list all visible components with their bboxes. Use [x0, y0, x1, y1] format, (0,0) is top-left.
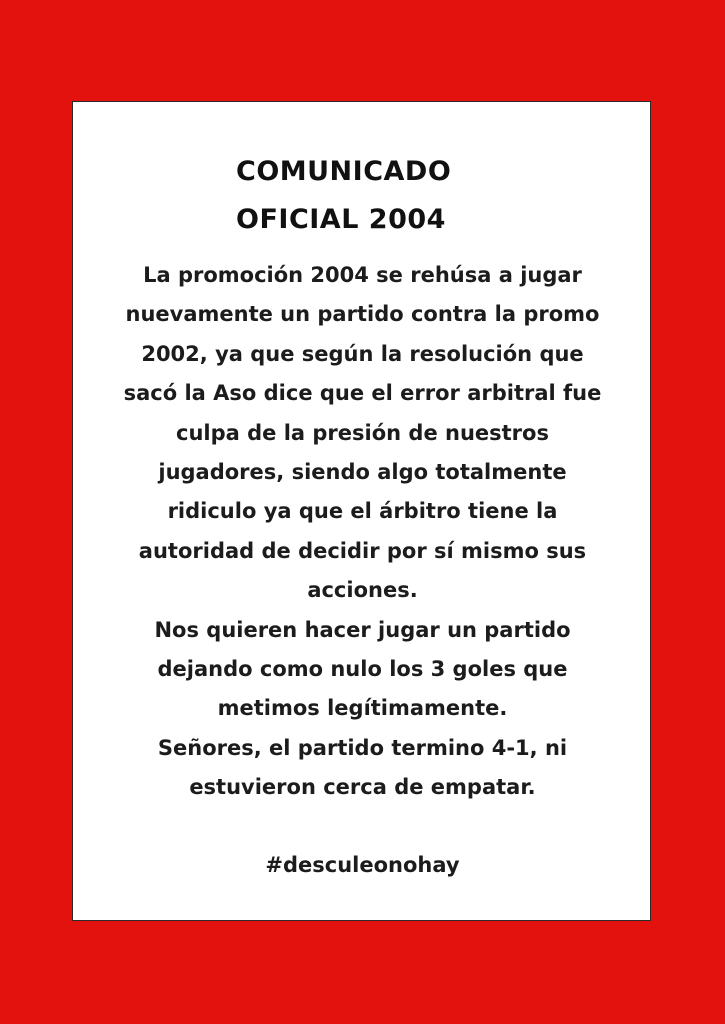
title-line-2: OFICIAL 2004	[236, 204, 446, 235]
body-line: Señores, el partido termino 4-1, ni	[157, 735, 568, 760]
body-line: nuevamente un partido contra la promo	[125, 302, 600, 327]
statement-card	[72, 101, 651, 921]
body-line: dejando como nulo los 3 goles que	[157, 657, 568, 682]
body-line: sacó la Aso dice que el error arbitral fue	[123, 381, 602, 406]
statement-body	[73, 256, 652, 808]
body-line: jugadores, siendo algo totalmente	[158, 460, 567, 485]
body-line: acciones.	[307, 578, 418, 603]
body-line: estuvieron cerca de empatar.	[189, 775, 536, 800]
title-line-1: COMUNICADO	[236, 156, 452, 187]
body-line: 2002, ya que según la resolución que	[141, 341, 584, 366]
body-line: autoridad de decidir por sí mismo sus	[138, 538, 587, 563]
body-line: Nos quieren hacer jugar un partido	[154, 617, 571, 642]
body-line: ridiculo ya que el árbitro tiene la	[167, 499, 558, 524]
body-line: metimos legítimamente.	[217, 696, 508, 721]
body-line: culpa de la presión de nuestros	[176, 420, 549, 445]
body-line: La promoción 2004 se rehúsa a jugar	[143, 263, 582, 287]
statement-title	[236, 148, 451, 244]
hashtag: #desculeonohay	[265, 853, 460, 877]
